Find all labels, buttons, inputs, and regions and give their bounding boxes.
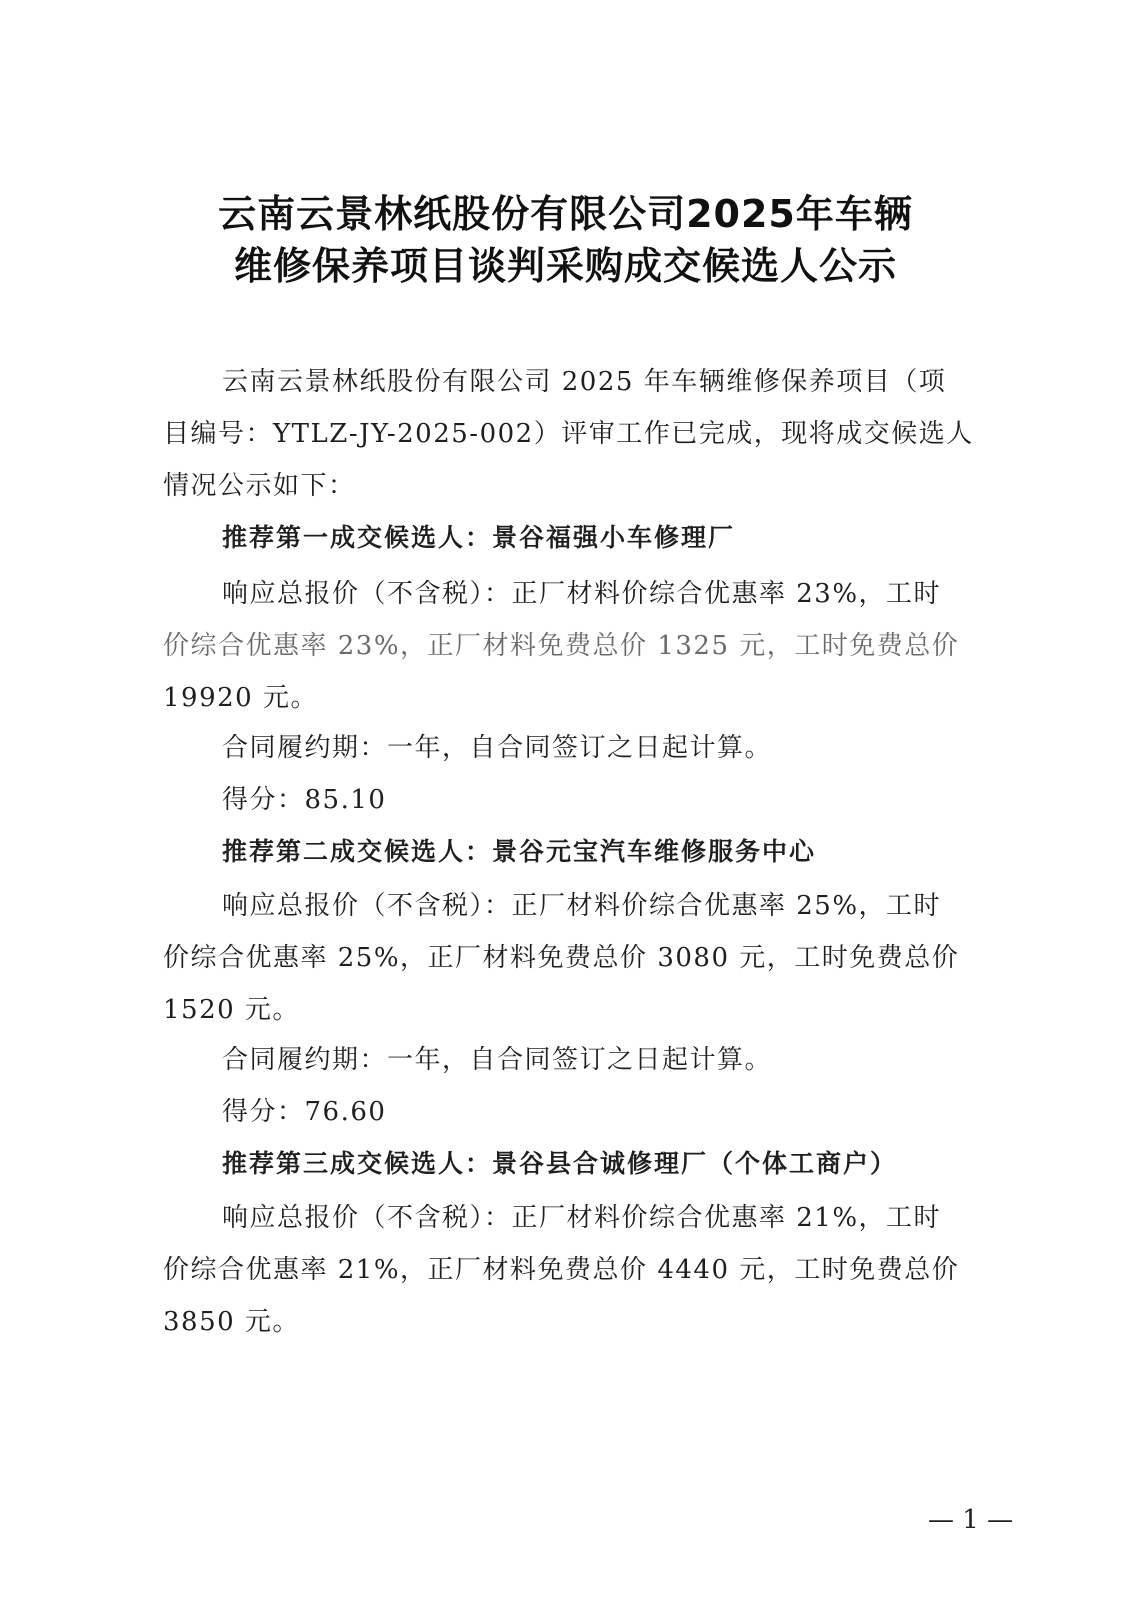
document-title-line-1: 云南云景林纸股份有限公司2025年车辆 bbox=[218, 192, 913, 236]
candidate-3-quote-line-3: 3850 元。 bbox=[163, 1307, 300, 1337]
candidate-1-heading: 推荐第一成交候选人：景谷福强小车修理厂 bbox=[222, 523, 736, 552]
page-number: — 1 — bbox=[928, 1505, 1014, 1535]
candidate-2-contract: 合同履约期：一年，自合同签订之日起计算。 bbox=[222, 1045, 773, 1075]
candidate-2-quote-line-3: 1520 元。 bbox=[163, 995, 300, 1025]
candidate-2-heading: 推荐第二成交候选人：景谷元宝汽车维修服务中心 bbox=[222, 837, 817, 866]
candidate-2-quote-line-1: 响应总报价（不含税）：正厂材料价综合优惠率 25%，工时 bbox=[222, 891, 942, 921]
candidate-1-contract: 合同履约期：一年，自合同签订之日起计算。 bbox=[222, 733, 773, 763]
intro-line-2: 目编号：YTLZ-JY-2025-002）评审工作已完成，现将成交候选人 bbox=[163, 419, 974, 449]
candidate-2-score: 得分：76.60 bbox=[222, 1097, 387, 1127]
candidate-1-quote-line-2: 价综合优惠率 23%，正厂材料免费总价 1325 元，工时免费总价 bbox=[163, 631, 960, 661]
intro-line-3: 情况公示如下： bbox=[163, 471, 356, 501]
candidate-2-quote-line-2: 价综合优惠率 25%，正厂材料免费总价 3080 元，工时免费总价 bbox=[163, 943, 960, 973]
candidate-3-heading: 推荐第三成交候选人：景谷县合诚修理厂（个体工商户） bbox=[222, 1149, 898, 1178]
candidate-3-quote-line-2: 价综合优惠率 21%，正厂材料免费总价 4440 元，工时免费总价 bbox=[163, 1255, 960, 1285]
candidate-3-quote-line-1: 响应总报价（不含税）：正厂材料价综合优惠率 21%，工时 bbox=[222, 1203, 942, 1233]
intro-line-1: 云南云景林纸股份有限公司 2025 年车辆维修保养项目（项 bbox=[222, 367, 947, 397]
candidate-1-quote-line-3: 19920 元。 bbox=[163, 683, 318, 713]
candidate-1-quote-line-1: 响应总报价（不含税）：正厂材料价综合优惠率 23%，工时 bbox=[222, 579, 942, 609]
candidate-1-score: 得分：85.10 bbox=[222, 785, 387, 815]
document-title-line-2: 维修保养项目谈判采购成交候选人公示 bbox=[233, 244, 897, 288]
